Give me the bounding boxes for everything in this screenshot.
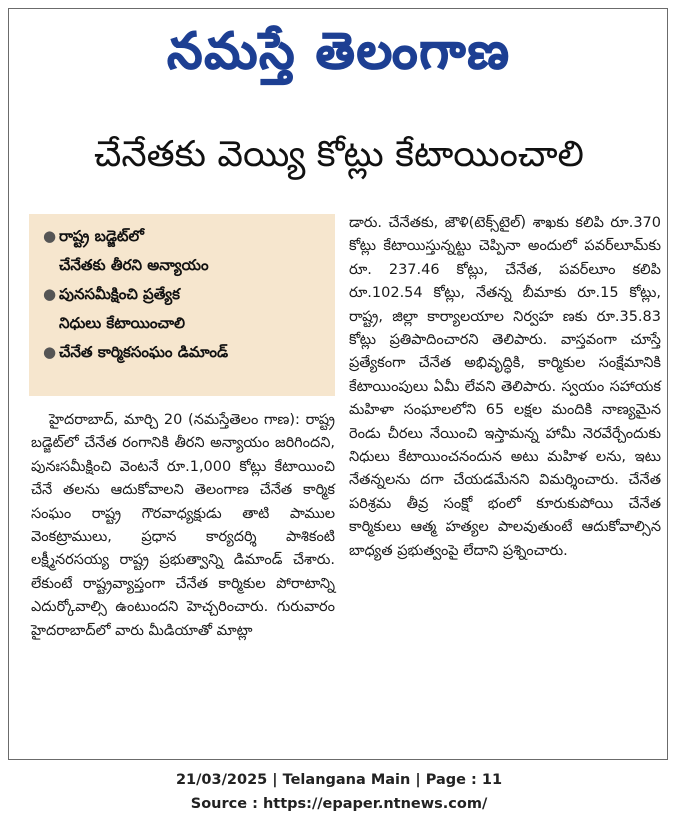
clipping-frame	[8, 8, 668, 760]
newspaper-masthead: నమస్తే తెలంగాణ	[167, 21, 511, 80]
footer-source: Source : https://epaper.ntnews.com/	[190, 796, 488, 812]
highlight-item: ● చేనేత కార్మికసంఘం డిమాండ్	[43, 338, 329, 367]
highlight-item: ● రాష్ట్ర బడ్జెట్‌లో	[43, 222, 329, 251]
highlight-item: చేనేతకు తీరని అన్యాయం	[59, 256, 209, 274]
highlight-item: నిధులు కేటాయించాలి	[59, 314, 186, 332]
article-body-right	[349, 212, 661, 563]
highlight-item: ● పునసమీక్షించి ప్రత్యేక	[43, 280, 329, 309]
body-text-left: హైదరాబాద్, మార్చి 20 (నమస్తేతెలం గాణ): రాష్ట్ర బడ్జెట్‌లో చేనేత రంగానికి తీరని అన్యాయం జరిగిందని, పునఃసమీక్షించి వెంటనే రూ.1,000 కోట్లు కేటాయించి చేనే తలను ఆదుకోవాలని తెలంగాణ చేనేత కార్మిక సంఘం రాష్ట్ర గౌరవాధ్యక్షుడు తాటి పాముల వెంకట్రాములు, ప్రధాన కార్యదర్శి పాశికంటి లక్ష్మీనరసయ్య రాష్ట్ర ప్రభుత్వాన్ని డిమాండ్ చేశారు. లేకుంటే రాష్ట్రవ్యాప్తంగా చేనేత కార్మికుల పోరాటాన్ని ఎదుర్కోవాల్సి ఉంటుందని హెచ్చరించారు. గురువారం హైదరాబాద్‌లో వారు మీడియాతో మాట్లా	[31, 412, 335, 639]
article-body-left	[31, 409, 335, 643]
bullet-icon: ●	[43, 343, 57, 361]
footer-date-edition: 21/03/2025 | Telangana Main | Page : 11	[175, 772, 503, 788]
bullet-icon: ●	[43, 285, 57, 303]
article-headline: చేనేతకు వెయ్యి కోట్లు కేటాయించాలి	[94, 134, 584, 175]
body-text-right: డారు. చేనేతకు, జౌళి(టెక్స్‌టైల్) శాఖకు కలిపి రూ.370 కోట్లు కేటాయిస్తున్నట్టు చెప్పినా అందులో పవర్‌లూమ్‌కు రూ. 237.46 కోట్లు, చేనేత, పవర్‌లూం కలిపి రూ.102.54 కోట్లు, నేతన్న బీమాకు రూ.15 కోట్లు, రాష్ట్ర, జిల్లా కార్యాలయాల నిర్వహ ణకు రూ.35.83 కోట్లు ప్రతిపాదించారని తెలిపారు. వాస్తవంగా చూస్తే ప్రత్యేకంగా చేనేత అభివృద్ధికి, కార్మికుల సంక్షేమానికి కేటాయింపులు ఏమీ లేవని తెలిపారు. స్వయం సహాయక మహిళా సంఘాలలోని 65 లక్షల మందికి నాణ్యమైన రెండు చీరలు నేయించి ఇస్తామన్న హామీ నెరవేర్చేందుకు నిధులు కేటాయించనందున అటు మహిళ లను, ఇటు నేతన్నలను దగా చేయడమేనని విమర్శించారు. చేనేత పరిశ్రమ తీవ్ర సంక్షో భంలో కూరుకుపోయి చేనేత కార్మికులు ఆత్మ హత్యల పాలవుతుంటే ఆదుకోవాల్సిన బాధ్యత ప్రభుత్వంపై లేదాని ప్రశ్నించారు.	[349, 215, 661, 559]
bullet-icon: ●	[43, 227, 57, 245]
highlights-box	[29, 214, 335, 396]
